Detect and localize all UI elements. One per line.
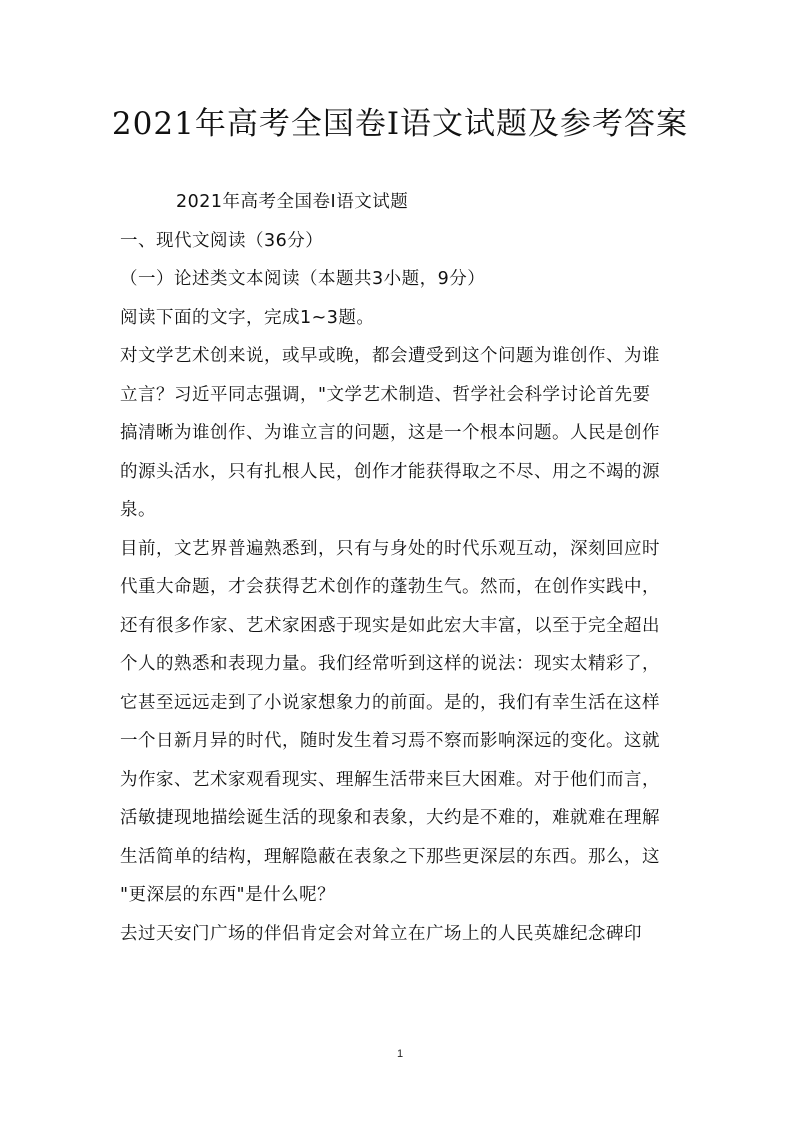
section-heading: 一、现代文阅读（36分） [120,230,324,251]
page-number: 1 [396,1048,404,1060]
subsection-heading: （一）论述类文本阅读（本题共3小题，9分） [120,269,486,289]
paragraph-line: 的源头活水，只有扎根人民，创作才能获得取之不尽、用之不竭的源 [120,461,660,482]
paragraph-line: "更深层的东西"是什么呢？ [120,885,336,905]
paragraph-line: 目前，文艺界普遍熟悉到，只有与身处的时代乐观互动，深刻回应时 [120,538,660,559]
paragraph-line: 活敏捷现地描绘诞生活的现象和表象，大约是不难的，难就难在理解 [120,808,660,828]
document-title: 2021年高考全国卷Ⅰ语文试题及参考答案 [111,106,689,142]
paragraph-line: 立言？习近平同志强调，"文学艺术制造、哲学社会科学讨论首先要 [120,384,651,405]
paragraph-line: 一个日新月异的时代，随时发生着习焉不察而影响深远的变化。这就 [120,731,660,751]
paragraph-line: 去过天安门广场的伴侣肯定会对耸立在广场上的人民英雄纪念碑印 [120,923,642,944]
subtitle-line: 2021年高考全国卷Ⅰ语文试题 [176,192,409,212]
paragraph-line: 还有很多作家、艺术家困惑于现实是如此宏大丰富，以至于完全超出 [120,615,660,636]
paragraph-line: 泉。 [120,500,156,520]
document-body [120,183,690,953]
paragraph-line: 搞清晰为谁创作、为谁立言的问题，这是一个根本问题。人民是创作 [120,423,660,443]
paragraph-line: 个人的熟悉和表现力量。我们经常听到这样的说法：现实太精彩了， [120,654,660,674]
paragraph-line: 代重大命题，才会获得艺术创作的蓬勃生气。然而，在创作实践中， [120,577,660,597]
paragraph-line: 生活简单的结构，理解隐蔽在表象之下那些更深层的东西。那么，这 [120,846,660,867]
paragraph-line: 它甚至远远走到了小说家想象力的前面。是的，我们有幸生活在这样 [120,692,660,713]
paragraph-line: 为作家、艺术家观看现实、理解生活带来巨大困难。对于他们而言， [120,769,660,790]
instruction-line: 阅读下面的文字，完成1~3题。 [120,307,375,328]
paragraph-line: 对文学艺术创来说，或早或晚，都会遭受到这个问题为谁创作、为谁 [120,346,660,366]
